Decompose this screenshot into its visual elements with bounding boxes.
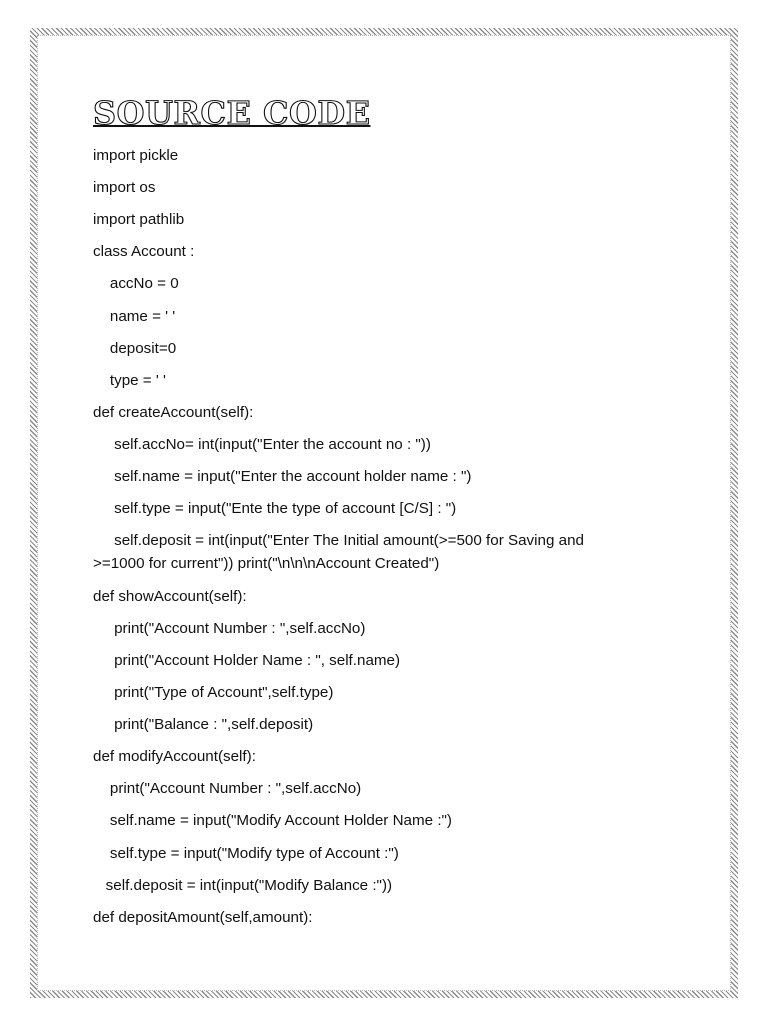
code-line: print("Account Number : ",self.accNo) xyxy=(93,780,362,797)
code-line: deposit=0 xyxy=(93,340,177,357)
code-line: print("Balance : ",self.deposit) xyxy=(93,716,314,733)
code-line: def showAccount(self): xyxy=(93,588,247,605)
code-line: self.type = input("Modify type of Account :") xyxy=(93,845,399,862)
code-line: self.deposit = int(input("Enter The Initial amount(>=500 for Saving and xyxy=(93,532,584,549)
code-line: class Account : xyxy=(93,243,195,260)
code-line: import os xyxy=(93,179,156,196)
code-line: def modifyAccount(self): xyxy=(93,748,256,765)
code-line: import pathlib xyxy=(93,211,185,228)
code-line: print("Type of Account",self.type) xyxy=(93,684,334,701)
code-line: print("Account Holder Name : ", self.name) xyxy=(93,652,401,669)
code-line: self.name = input("Enter the account holder name : ") xyxy=(93,468,472,485)
code-line: self.name = input("Modify Account Holder Name :") xyxy=(93,812,452,829)
code-line: self.type = input("Ente the type of account [C/S] : ") xyxy=(93,500,457,517)
code-line: type = ' ' xyxy=(93,372,166,389)
page-heading: SOURCE CODE xyxy=(93,94,371,132)
code-line: self.accNo= int(input("Enter the account no : ")) xyxy=(93,436,431,453)
code-line: accNo = 0 xyxy=(93,275,179,292)
code-line: print("Account Number : ",self.accNo) xyxy=(93,620,366,637)
code-line: >=1000 for current")) print("\n\n\nAccount Created") xyxy=(93,555,440,572)
code-line: def depositAmount(self,amount): xyxy=(93,909,313,926)
code-line: def createAccount(self): xyxy=(93,404,254,421)
code-line: self.deposit = int(input("Modify Balance :")) xyxy=(93,877,393,894)
code-line: name = ' ' xyxy=(93,308,176,325)
code-line: import pickle xyxy=(93,147,179,164)
